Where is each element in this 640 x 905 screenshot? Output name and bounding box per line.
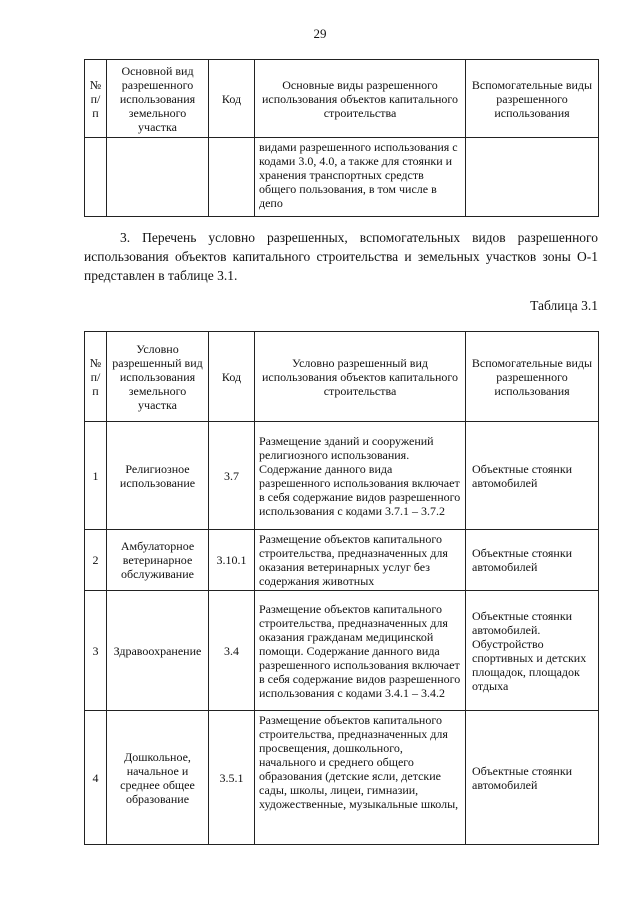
cell-main-use [107, 138, 209, 217]
body-paragraph: 3. Перечень условно разрешенных, вспомогательных видов разрешенного использования объектов капитального строительства и земельных участков зоны О-1 представлен в таблице 3.1. [84, 230, 598, 283]
table-row [85, 711, 599, 845]
header-cell-main-use: Условно разрешенный вид использования земельного участка [107, 332, 209, 422]
cell-code: 3.5.1 [209, 711, 255, 845]
cell-capital-use: Размещение зданий и сооружений религиозного использования. Содержание данного вида разрешенного использования включает в себя содержание видов разрешенного использования с кодами 3.7.1 – 3.7.2 [255, 422, 466, 530]
cell-capital-use: Размещение объектов капитального строительства, предназначенных для оказания ветеринарных услуг без содержания животных [255, 530, 466, 591]
cell-capital-use: Размещение объектов капитального строительства, предназначенных для оказания гражданам медицинской помощи. Содержание данного вида разрешенного использования включает в себя содержание видов разрешенного использования с кодами 3.4.1 – 3.4.2 [255, 591, 466, 711]
cell-code: 3.10.1 [209, 530, 255, 591]
table-label: Таблица 3.1 [530, 298, 598, 313]
header-cell-code: Код [209, 332, 255, 422]
cell-aux-use: Объектные стоянки автомобилей [466, 711, 599, 845]
header-cell-capital-use: Условно разрешенный вид использования объектов капитального строительства [255, 332, 466, 422]
table-continued [84, 59, 599, 217]
page-number: 29 [313, 26, 327, 41]
cell-main-use: Амбулаторное ветеринарное обслуживание [107, 530, 209, 591]
cell-capital-use: Размещение объектов капитального строительства, предназначенных для просвещения, дошкольного, начального и среднего общего образования (детские ясли, детские сады, школы, лицеи, гимназии, художественные, музыкальные школы, [255, 711, 466, 845]
header-cell-num: № п/п [85, 332, 107, 422]
header-cell-main-use: Основной вид разрешенного использования земельного участка [107, 60, 209, 138]
cell-code: 3.7 [209, 422, 255, 530]
cell-capital-use: видами разрешенного использования с кодами 3.0, 4.0, а также для стоянки и хранения транспортных средств общего пользования, в том числе в депо [255, 138, 466, 217]
header-cell-num: № п/п [85, 60, 107, 138]
cell-aux-use: Объектные стоянки автомобилей [466, 530, 599, 591]
table-header-row [85, 332, 599, 422]
cell-main-use: Религиозное использование [107, 422, 209, 530]
cell-aux-use: Объектные стоянки автомобилей. Обустройство спортивных и детских площадок, площадок отдыха [466, 591, 599, 711]
table-row [85, 422, 599, 530]
cell-aux-use [466, 138, 599, 217]
cell-code [209, 138, 255, 217]
cell-num: 3 [85, 591, 107, 711]
table-header-row [85, 60, 599, 138]
cell-num: 4 [85, 711, 107, 845]
cell-num [85, 138, 107, 217]
header-cell-aux-use: Вспомогательные виды разрешенного использования [466, 60, 599, 138]
cell-num: 2 [85, 530, 107, 591]
cell-main-use: Дошкольное, начальное и среднее общее образование [107, 711, 209, 845]
header-cell-aux-use: Вспомогательные виды разрешенного использования [466, 332, 599, 422]
header-cell-code: Код [209, 60, 255, 138]
cell-num: 1 [85, 422, 107, 530]
table-row [85, 138, 599, 217]
cell-aux-use: Объектные стоянки автомобилей [466, 422, 599, 530]
cell-main-use: Здравоохранение [107, 591, 209, 711]
table-row [85, 591, 599, 711]
header-cell-capital-use: Основные виды разрешенного использования объектов капитального строительства [255, 60, 466, 138]
table-conditional-uses [84, 331, 599, 845]
cell-code: 3.4 [209, 591, 255, 711]
table-row [85, 530, 599, 591]
